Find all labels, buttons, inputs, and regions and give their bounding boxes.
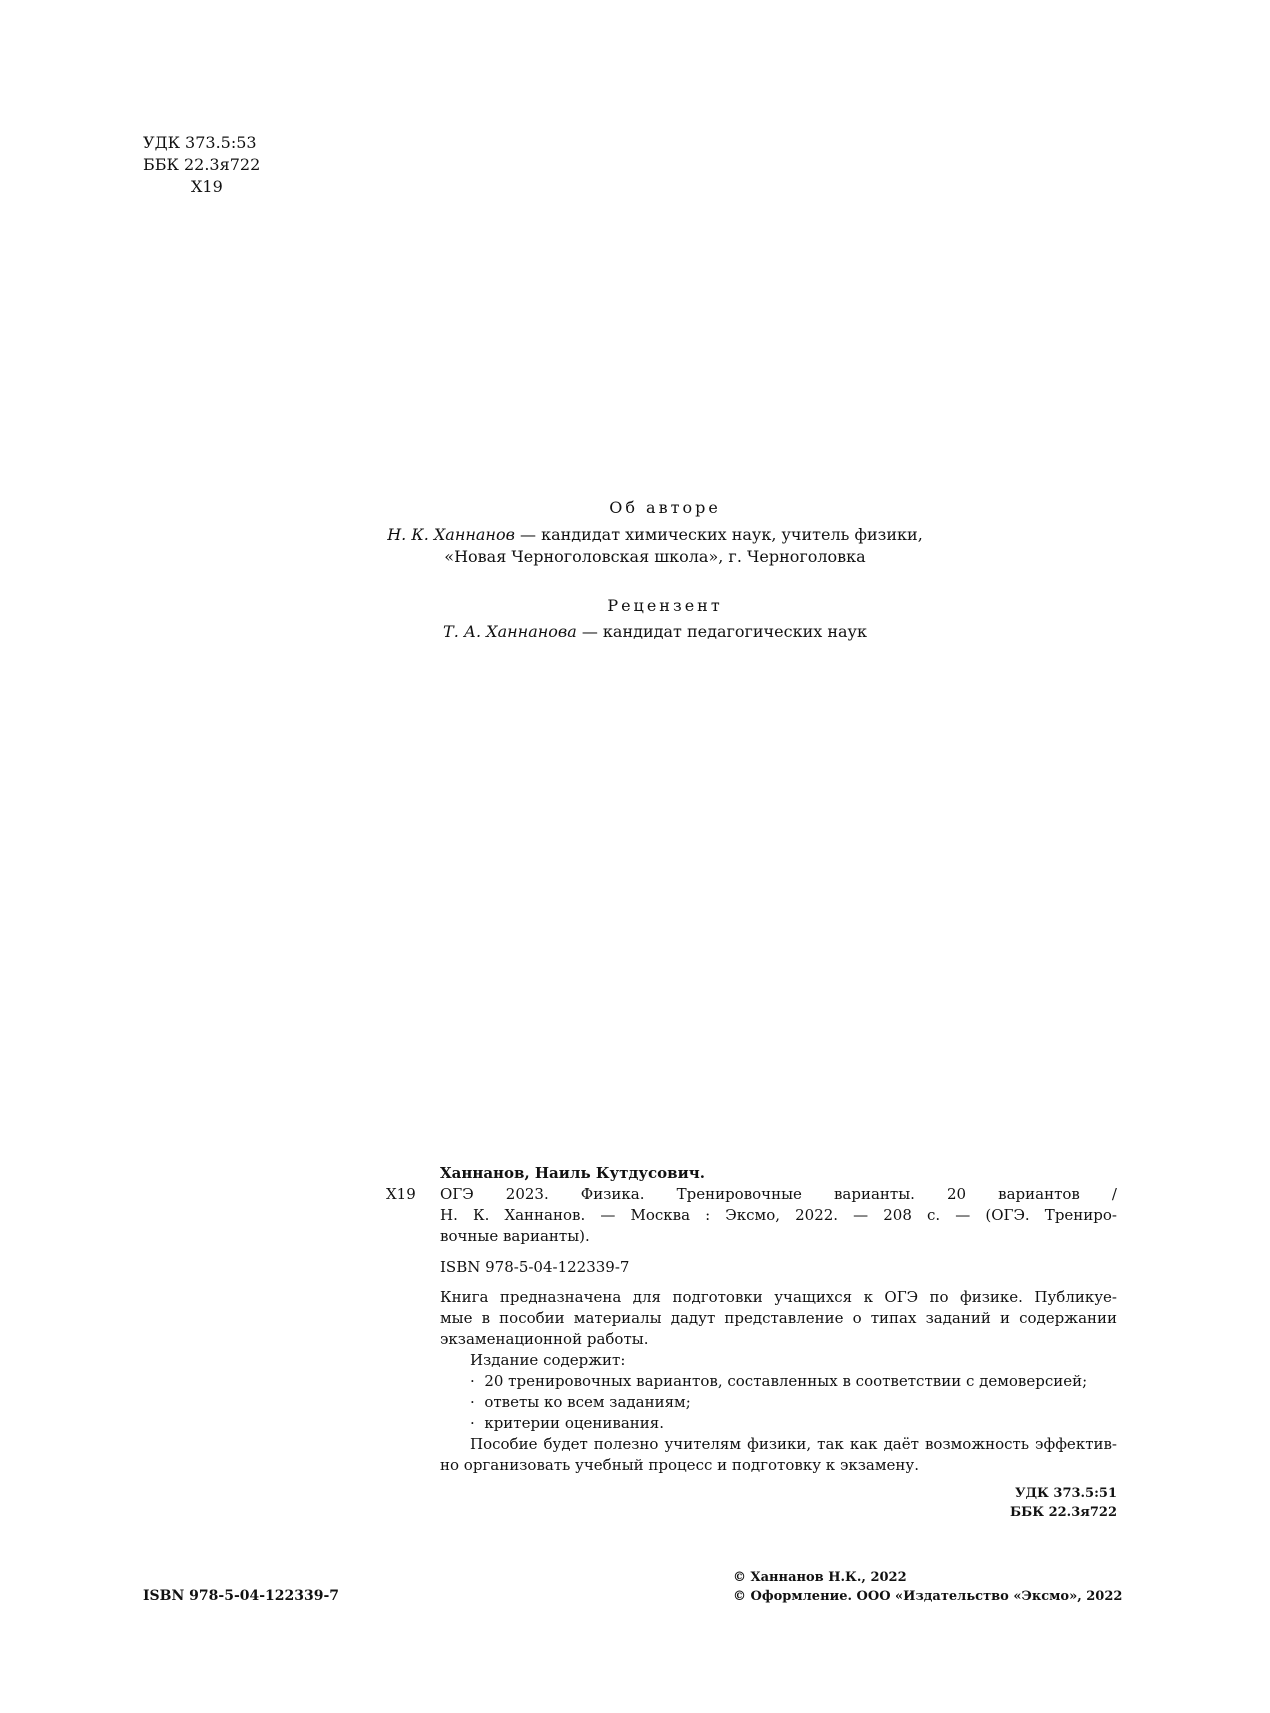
- author-mark: Х19: [191, 177, 223, 196]
- bbk-code: ББК 22.3я722: [143, 155, 261, 174]
- about-author-line2: «Новая Черноголовская школа», г. Черноголовка: [444, 547, 866, 566]
- about-author-heading: Об авторе: [609, 498, 721, 517]
- biblio-entry: [386, 1184, 1117, 1247]
- biblio-line1: ОГЭ 2023. Физика. Тренировочные варианты. 20 вариантов /: [440, 1185, 1117, 1203]
- biblio-abstract: [390, 1287, 1117, 1476]
- contents-heading: Издание содержит:: [470, 1351, 626, 1369]
- closing-line1: Пособие будет полезно учителям физики, так как даёт возможность эффектив-: [470, 1435, 1117, 1453]
- abstract-line2: мые в пособии материалы дадут представление о типах заданий и содержании: [440, 1309, 1117, 1327]
- bibliographic-card: [386, 1163, 1117, 1522]
- reviewer-line: [40, 621, 1270, 643]
- bullet-icon: ·: [470, 1393, 485, 1411]
- copyright-design: © Оформление. ООО «Издательство «Эксмо», 2022: [733, 1589, 1123, 1604]
- reviewer-credentials: — кандидат педагогических наук: [576, 622, 867, 641]
- bullet-icon: ·: [470, 1414, 485, 1432]
- about-author-section: [0, 497, 1270, 568]
- author-name: Н. К. Ханнанов: [387, 525, 515, 544]
- biblio-mark: Х19: [386, 1185, 416, 1203]
- classification-codes: [143, 132, 260, 198]
- author-credentials: — кандидат химических наук, учитель физики,: [514, 525, 923, 544]
- contents-bullet-1: · 20 тренировочных вариантов, составленных в соответствии с демоверсией;: [470, 1372, 1088, 1390]
- closing-line2: но организовать учебный процесс и подготовку к экзамену.: [440, 1456, 919, 1474]
- bullet-icon: ·: [470, 1372, 485, 1390]
- reviewer-name: Т. А. Ханнанова: [443, 622, 577, 641]
- contents-bullet-2: · ответы ко всем заданиям;: [470, 1393, 691, 1411]
- biblio-isbn: ISBN 978-5-04-122339-7: [440, 1258, 630, 1276]
- biblio-author: Ханнанов, Наиль Кутдусович.: [440, 1164, 705, 1182]
- biblio-line3: вочные варианты).: [440, 1227, 590, 1245]
- reviewer-heading: Рецензент: [607, 596, 723, 615]
- biblio-udk: УДК 373.5:51: [1014, 1486, 1117, 1501]
- reviewer-section: [0, 595, 1270, 643]
- abstract-line1: Книга предназначена для подготовки учащихся к ОГЭ по физике. Публикуе-: [440, 1288, 1117, 1306]
- abstract-line3: экзаменационной работы.: [440, 1330, 649, 1348]
- copyright-author: © Ханнанов Н.К., 2022: [733, 1570, 907, 1585]
- contents-bullet-3: · критерии оценивания.: [470, 1414, 664, 1432]
- isbn-bottom: ISBN 978-5-04-122339-7: [143, 1588, 340, 1604]
- biblio-codes: [390, 1484, 1117, 1522]
- biblio-line2: Н. К. Ханнанов. — Москва : Эксмо, 2022. — 208 с. — (ОГЭ. Трениро-: [440, 1206, 1117, 1224]
- copyright-block: [733, 1568, 1122, 1606]
- biblio-bbk: ББК 22.3я722: [1010, 1505, 1117, 1520]
- about-author-line1: [40, 524, 1270, 546]
- udk-code: УДК 373.5:53: [143, 133, 257, 152]
